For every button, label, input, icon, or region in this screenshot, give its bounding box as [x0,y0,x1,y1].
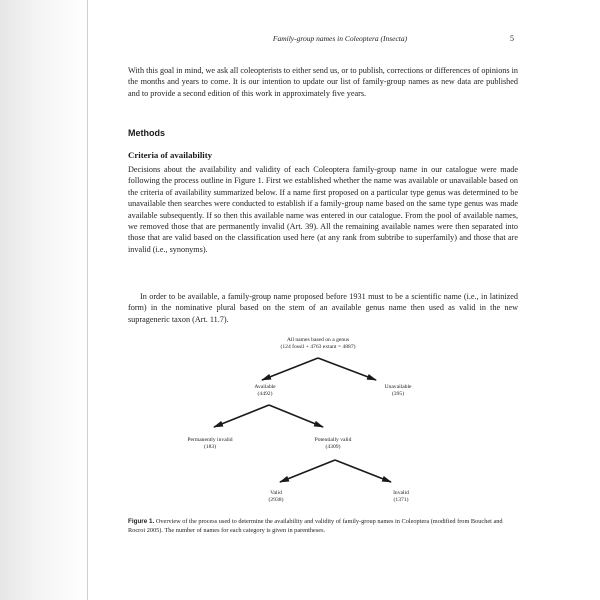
node-all-names [258,337,378,351]
node-permanently-invalid-label: Permanently invalid [187,437,233,443]
edge-root-available [262,358,318,380]
methods-paragraph-1: Decisions about the availability and validity of each Coleoptera family-group name in our catalogue were made following the process outline in Figure 1. First we established whether the name was available or unavailable based on the criteria of availability summarized below. If a name first proposed on a particular type genus was determined to be unavailable then searches were conducted to establish if a family-group name based on the same type genus was made available subsequently. If so then this available name was entered in our catalogue. From the pool of available names, we removed those that are permanently invalid (Art. 39). All the remaining available names were then separated into those that are valid based on the classification used here (at any rank from subtribe to superfamily) and those that are invalid (i.e., synonyms). [128,165,518,254]
node-invalid-count: (1371) [393,497,409,503]
figure-caption-text: Overview of the process used to determine the availability and validity of family-group names in Coleoptera (modified from Bouchet and Rocroi 2005). The number of names for each category is given in parentheses. [128,518,503,534]
node-valid-count: (2938) [268,497,284,503]
node-valid [236,490,316,504]
node-available [225,384,305,398]
node-available-label: Available [254,384,276,390]
edge-root-unavailable [318,358,376,380]
node-available-count: (4492) [257,391,273,397]
node-all-names-count: (124 fossil + 4763 extant = 4887) [280,344,356,350]
node-invalid [361,490,441,504]
node-invalid-label: Invalid [393,490,409,496]
running-head: Family-group names in Coleoptera (Insecta) [272,34,408,43]
node-potentially-valid-label: Potentially valid [314,437,352,443]
node-potentially-valid-count: (4309) [325,444,341,450]
node-permanently-invalid [170,437,250,451]
node-permanently-invalid-count: (183) [203,444,217,450]
node-potentially-valid [293,437,373,451]
page-number: 5 [510,34,514,43]
node-valid-label: Valid [270,490,282,496]
node-all-names-label: All names based on a genus [286,337,350,343]
intro-paragraph: With this goal in mind, we ask all coleopterists to either send us, or to publish, corrections or differences of opinions in the months and years to come. It is our intention to update our list of family-group names as new data are published and to provide a second edition of this work in approximately five years. [128,66,518,98]
edge-potentially-valid-valid [280,460,335,482]
subsection-heading-availability: Criteria of availability [128,150,213,160]
methods-paragraph-2: In order to be available, a family-group name proposed before 1931 must to be a scientific name (i.e., in latinized form) in the nominative plural based on the stem of an available genus name then used as valid in the new suprageneric taxon (Art. 11.7). [128,292,518,324]
figure-caption [128,517,518,535]
edge-available-permanently-invalid [214,405,269,427]
edge-available-potentially-valid [269,405,323,427]
node-unavailable-count: (395) [391,391,405,397]
node-unavailable-label: Unavailable [384,384,412,390]
figure-caption-label: Figure 1. [128,518,155,525]
node-unavailable [358,384,438,398]
section-heading-methods: Methods [128,128,165,138]
edge-potentially-valid-invalid [335,460,391,482]
